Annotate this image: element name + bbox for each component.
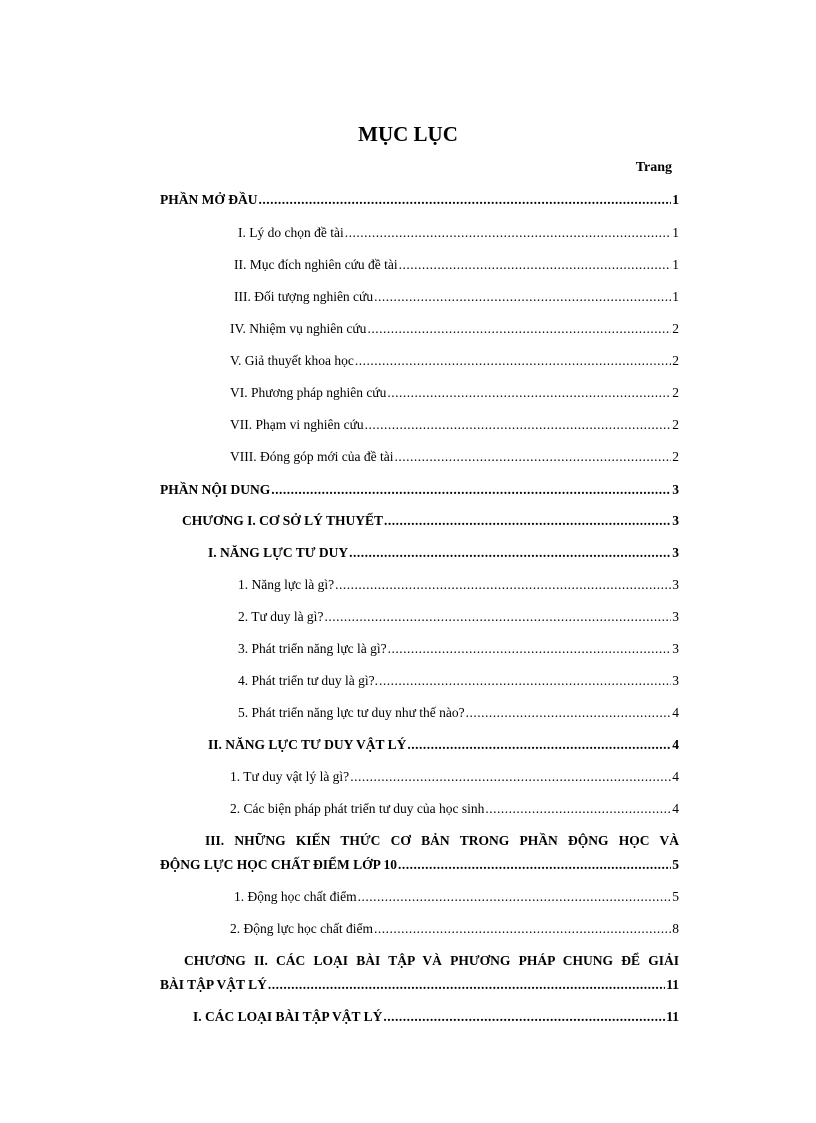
toc-entry-label: II. Mục đích nghiên cứu đề tài: [234, 257, 398, 272]
toc-entry-page: 3: [672, 577, 679, 592]
toc-entry-label: 1. Động học chất điểm: [234, 889, 357, 904]
toc-entry-page: 2: [672, 353, 679, 368]
leader-dots: [374, 289, 671, 305]
toc-entry-label: ĐỘNG LỰC HỌC CHẤT ĐIỂM LỚP 10: [160, 857, 398, 872]
leader-dots: [259, 192, 672, 208]
leader-dots: [271, 482, 671, 498]
toc-entry-page: 1: [672, 225, 679, 240]
leader-dots: [349, 545, 671, 561]
toc-entry-page: 5: [672, 889, 679, 904]
toc-entry-label: PHẦN NỘI DUNG: [160, 482, 271, 497]
leader-dots: [358, 889, 672, 905]
toc-entry-first-line[interactable]: III. NHỮNG KIẾN THỨC CƠ BẢN TRONG PHẦN ĐỘNG HỌC VÀ: [205, 833, 679, 848]
toc-entry-page: 2: [672, 449, 679, 464]
page-title: MỤC LỤC: [358, 122, 458, 146]
toc-entry-page: 1: [672, 257, 679, 272]
toc-entry[interactable]: [160, 977, 679, 999]
toc-entry-page: 1: [672, 289, 679, 304]
toc-entry-label: VIII. Đóng góp mới của đề tài: [230, 449, 394, 464]
toc-entry[interactable]: [230, 921, 679, 943]
toc-entry-page: 11: [666, 977, 679, 992]
toc-entry[interactable]: [160, 482, 679, 504]
toc-entry-page: 4: [672, 801, 679, 816]
toc-entry-page: 3: [672, 673, 679, 688]
toc-entry[interactable]: [238, 225, 679, 247]
toc-entry-page: 1: [672, 192, 679, 207]
toc-entry-label: VI. Phương pháp nghiên cứu: [230, 385, 387, 400]
toc-entry-label: 3. Phát triển năng lực là gì?: [238, 641, 387, 656]
toc-entry[interactable]: [234, 889, 679, 911]
leader-dots: [399, 257, 672, 273]
toc-entry-label: I. NĂNG LỰC TƯ DUY: [208, 545, 349, 560]
toc-entry[interactable]: [238, 609, 679, 631]
toc-entry-page: 2: [672, 417, 679, 432]
toc-entry-label: I. CÁC LOẠI BÀI TẬP VẬT LÝ: [193, 1009, 383, 1024]
leader-dots: [383, 1009, 665, 1025]
toc-entry[interactable]: [208, 737, 679, 759]
leader-dots: [394, 449, 671, 465]
toc-entry-label: I. Lý do chọn đề tài: [238, 225, 344, 240]
toc-entry-page: 3: [672, 641, 679, 656]
leader-dots: [407, 737, 671, 753]
toc-entry-label: V. Giả thuyết khoa học: [230, 353, 354, 368]
toc-entry-first-line[interactable]: CHƯƠNG II. CÁC LOẠI BÀI TẬP VÀ PHƯƠNG PHÁP CHUNG ĐỂ GIẢI: [184, 953, 679, 968]
toc-entry[interactable]: [208, 545, 679, 567]
toc-entry-label: 2. Tư duy là gì?: [238, 609, 324, 624]
toc-entry[interactable]: [238, 577, 679, 599]
toc-entry[interactable]: [230, 321, 679, 343]
toc-entry[interactable]: [238, 705, 679, 727]
toc-entry-label: III. Đối tượng nghiên cứu: [234, 289, 374, 304]
toc-entry-page: 3: [672, 513, 679, 528]
toc-entry-label: 2. Các biện pháp phát triển tư duy của học sinh: [230, 801, 485, 816]
toc-entry-page: 4: [672, 769, 679, 784]
toc-entry-label: IV. Nhiệm vụ nghiên cứu: [230, 321, 367, 336]
leader-dots: [355, 353, 671, 369]
leader-dots: [398, 857, 671, 873]
toc-entry-page: 3: [672, 545, 679, 560]
toc-entry-page: 8: [672, 921, 679, 936]
toc-entry-label: 2. Động lực học chất điểm: [230, 921, 374, 936]
leader-dots: [384, 513, 671, 529]
toc-entry[interactable]: [238, 641, 679, 663]
toc-entry-page: 3: [672, 609, 679, 624]
toc-entry-page: 11: [666, 1009, 679, 1024]
toc-entry-label: 1. Năng lực là gì?: [238, 577, 335, 592]
toc-entry[interactable]: [230, 353, 679, 375]
toc-entry-page: 5: [672, 857, 679, 872]
toc-entry-label: 4. Phát triển tư duy là gì?.: [238, 673, 379, 688]
toc-entry[interactable]: [230, 417, 679, 439]
toc-entry[interactable]: [238, 673, 679, 695]
toc-entry-label: 5. Phát triển năng lực tư duy như thế nào?: [238, 705, 465, 720]
leader-dots: [268, 977, 665, 993]
toc-entry-label: PHẦN MỞ ĐẦU: [160, 192, 258, 207]
toc-entry-label: II. NĂNG LỰC TƯ DUY VẬT LÝ: [208, 737, 407, 752]
leader-dots: [379, 673, 671, 689]
toc-entry[interactable]: [193, 1009, 679, 1031]
toc-entry-page: 4: [672, 705, 679, 720]
toc-entry[interactable]: [182, 513, 679, 535]
leader-dots: [387, 385, 671, 401]
leader-dots: [335, 577, 671, 593]
leader-dots: [367, 321, 671, 337]
toc-entry[interactable]: [230, 449, 679, 471]
leader-dots: [466, 705, 672, 721]
leader-dots: [324, 609, 671, 625]
toc-entry-page: 3: [672, 482, 679, 497]
toc-entry[interactable]: [234, 257, 679, 279]
toc-entry[interactable]: [160, 857, 679, 879]
toc-entry[interactable]: [230, 801, 679, 823]
leader-dots: [388, 641, 672, 657]
toc-entry-label: CHƯƠNG I. CƠ SỞ LÝ THUYẾT: [182, 513, 384, 528]
leader-dots: [345, 225, 672, 241]
toc-entry-page: 2: [672, 321, 679, 336]
toc-entry[interactable]: [234, 289, 679, 311]
leader-dots: [374, 921, 671, 937]
leader-dots: [485, 801, 671, 817]
toc-entry[interactable]: [230, 385, 679, 407]
toc-entry-label: VII. Phạm vi nghiên cứu: [230, 417, 364, 432]
leader-dots: [350, 769, 671, 785]
leader-dots: [365, 417, 672, 433]
toc-entry-page: 2: [672, 385, 679, 400]
toc-entry[interactable]: [160, 192, 679, 214]
toc-entry-page: 4: [672, 737, 679, 752]
toc-entry-label: 1. Tư duy vật lý là gì?: [230, 769, 350, 784]
page-column-header: Trang: [635, 160, 672, 175]
toc-entry-label: BÀI TẬP VẬT LÝ: [160, 977, 267, 992]
toc-entry[interactable]: [230, 769, 679, 791]
